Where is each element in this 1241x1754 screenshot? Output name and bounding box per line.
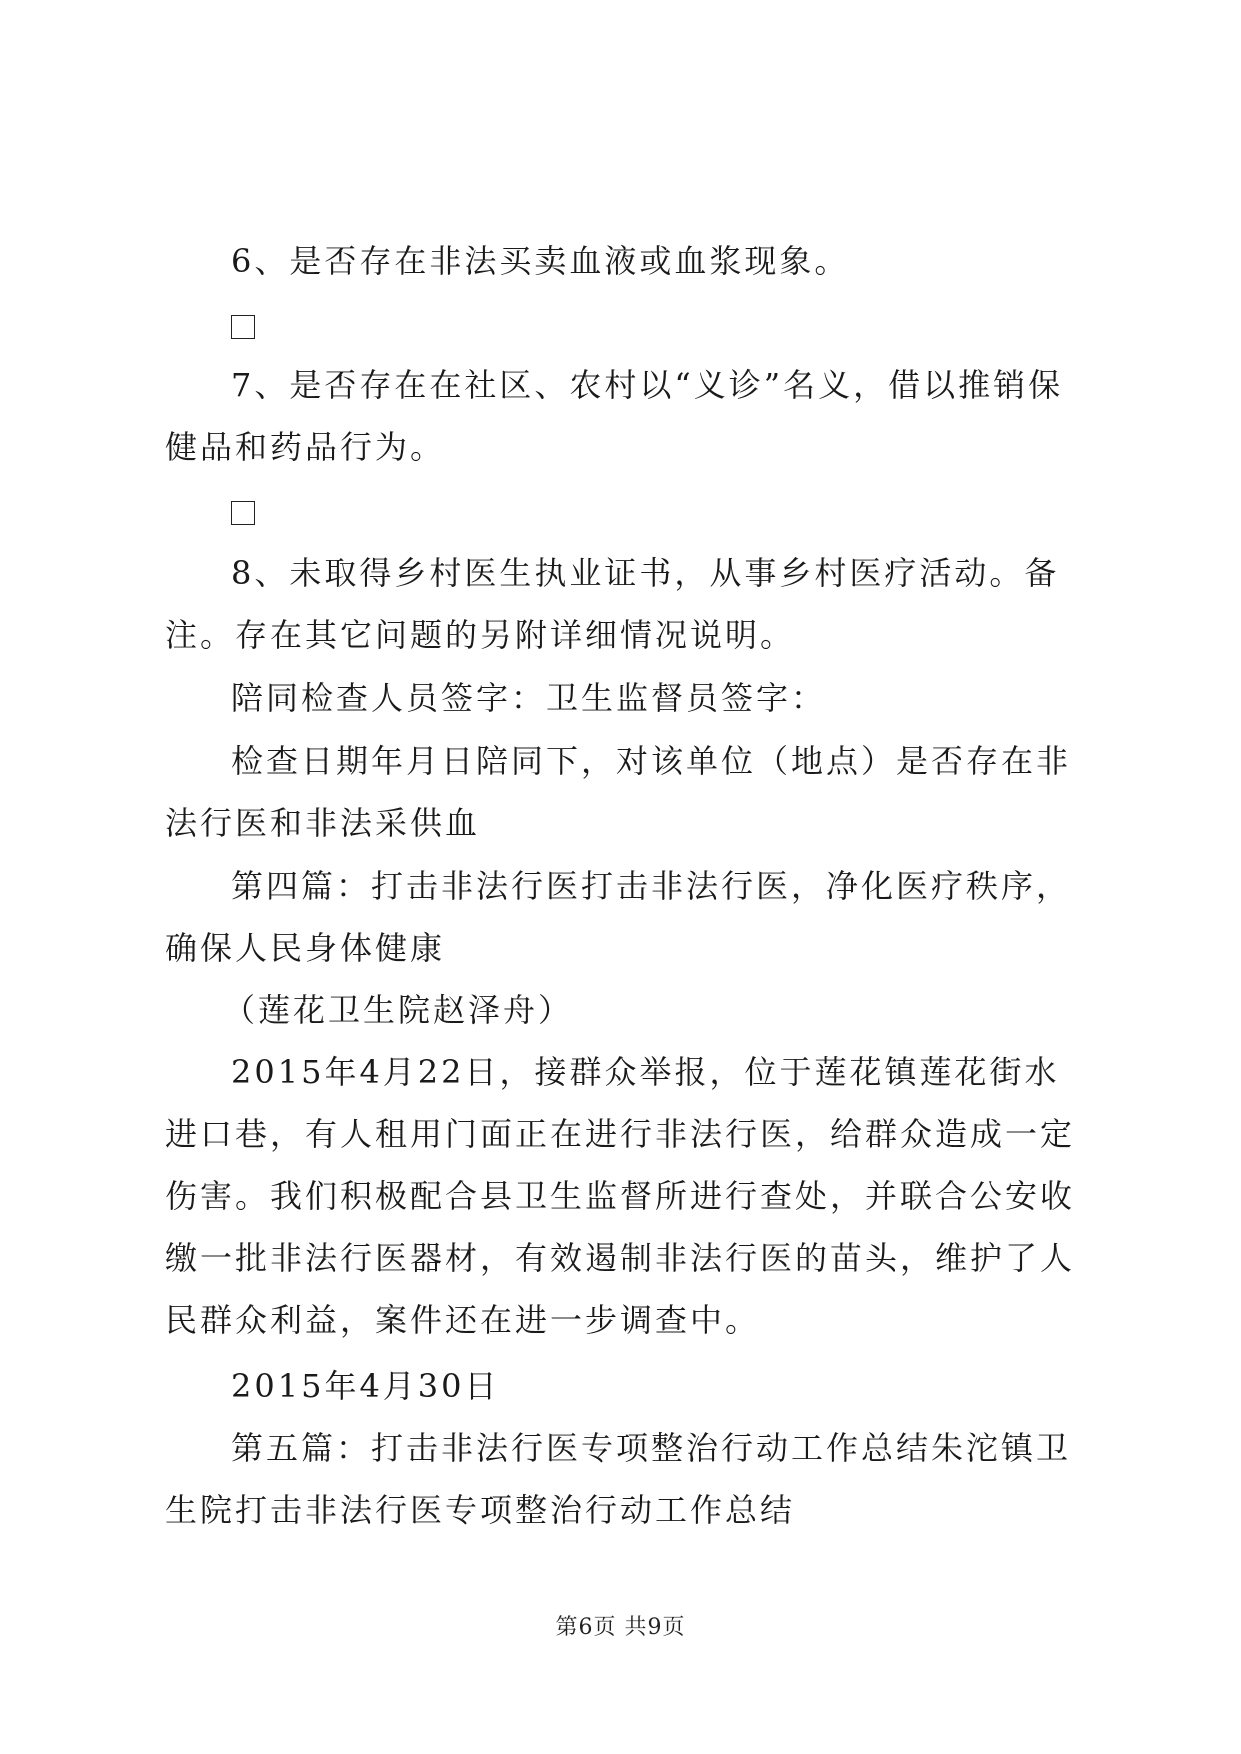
- report-date-text: 2015年4月30日: [231, 1367, 500, 1405]
- paragraph-item-7: [165, 354, 1080, 478]
- paragraph-report-date: [165, 1355, 1080, 1417]
- paragraph-author: [165, 979, 1080, 1041]
- item-6-text: 6、是否存在非法买卖血液或血浆现象。: [231, 242, 850, 280]
- check-date-text: 检查日期年月日陪同下，对该单位（地点）是否存在非法行医和非法采供血: [165, 742, 1072, 842]
- paragraph-check-date: [165, 730, 1080, 854]
- checkbox-row-2: [165, 479, 1080, 541]
- author-text: （莲花卫生院赵泽舟）: [223, 991, 574, 1029]
- paragraph-chapter-4: [165, 855, 1080, 979]
- chapter-4-heading: 第四篇：打击非法行医打击非法行医，净化医疗秩序，确保人民身体健康: [165, 867, 1072, 967]
- page-footer: 第6页 共9页: [555, 1615, 686, 1640]
- checkbox-row-1: [165, 293, 1080, 355]
- paragraph-signatures: [165, 667, 1080, 729]
- checkbox-icon[interactable]: [231, 315, 255, 339]
- item-8-text: 8、未取得乡村医生执业证书，从事乡村医疗活动。备注。存在其它问题的另附详细情况说明。: [165, 554, 1060, 654]
- paragraph-chapter-5: [165, 1417, 1080, 1541]
- item-7-text: 7、是否存在在社区、农村以“义诊”名义，借以推销保健品和药品行为。: [165, 366, 1064, 466]
- signatures-text: 陪同检查人员签字：卫生监督员签字：: [231, 679, 827, 717]
- paragraph-item-6: [165, 230, 1080, 292]
- report-text: 2015年4月22日，接群众举报，位于莲花镇莲花街水进口巷，有人租用门面正在进行非法行医，给群众造成一定伤害。我们积极配合县卫生监督所进行查处，并联合公安收缴一批非法行医器材，有效遏制非法行医的苗头，维护了人民群众利益，案件还在进一步调查中。: [165, 1053, 1076, 1339]
- paragraph-report: [165, 1041, 1080, 1351]
- checkbox-icon[interactable]: [231, 501, 255, 525]
- chapter-5-heading: 第五篇：打击非法行医专项整治行动工作总结朱沱镇卫生院打击非法行医专项整治行动工作总结: [165, 1429, 1072, 1529]
- paragraph-item-8: [165, 542, 1080, 666]
